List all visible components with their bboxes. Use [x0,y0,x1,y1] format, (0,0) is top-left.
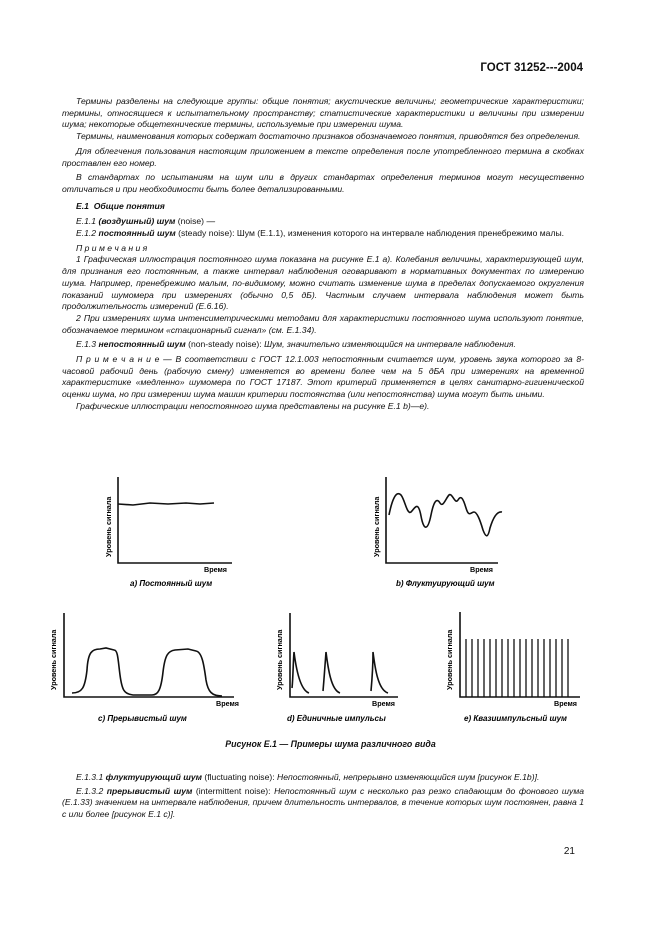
term-e1-1: E.1.1 (воздушный) шум (noise) — [76,216,216,227]
panel-c-ylabel: Уровень сигнала [49,629,58,690]
note-e1-3: П р и м е ч а н и е — В соответствии с ГОСТ 12.1.003 непостоянным считается шум, уровень звука которого за 8-часовой рабочий день (рабочую смену) изменяется во времени более чем на 5 дБА при измерениях на временной характеристике «медленно» шумомера по ГОСТ 17187. Этот критерий применяется в целях санитарно-гигиенической оценки шума, но при измерении шума машин критерии постоянства (или непостоянства) шума могут быть иными. [62,354,584,400]
page-number: 21 [563,846,575,857]
panel-e-caption: e) Квазиимпульсный шум [464,714,567,723]
terms-continued [62,772,584,821]
figure-title: Рисунок E.1 — Примеры шума различного вида [225,739,436,749]
graph-intro: Графические иллюстрации непостоянного шума представлены на рисунке E.1 b)—e). [76,400,430,411]
intro-paragraph: В стандартах по испытаниям на шум или в других стандартах определения терминов могут несущественно отличаться и при необходимости быть более детализированными. [62,172,584,194]
panel-d-xlabel: Время [372,699,395,708]
panel-b-axes [386,477,498,563]
panel-a-axes [118,477,232,563]
panel-d-ylabel: Уровень сигнала [275,629,284,690]
term-e1-3-1: E.1.3.1 флуктуирующий шум (fluctuating noise): Непостоянный, непрерывно изменяющийся шум [рисунок E.1b)]. [76,772,540,782]
panel-a-signal [118,503,214,505]
panel-d-signal [292,652,388,693]
note-2: 2 При измерениях шума интенсиметрическими методами для характеристики постоянного шума используют понятие, обозначаемое термином «стационарный сигнал» (см. E.1.34). [62,312,584,335]
panel-e-xlabel: Время [554,699,577,708]
panel-d-axes [290,613,398,697]
panel-b-xlabel: Время [470,565,493,574]
intro-paragraph: Для облегчения пользования настоящим приложением в тексте определения после употребленного термина в скобках проставлен его номер. [62,145,584,168]
panel-b-signal [389,494,502,536]
term-e1-2: E.1.2 постоянный шум (steady noise): Шум (E.1.1), изменения которого на интервале наблюдения пренебрежимо малы. [76,228,565,239]
section-heading: E.1 Общие понятия [76,200,165,211]
intro-paragraph: Термины, наименования которых содержат достаточно признаков обозначаемого понятия, приводятся без определения. [76,131,581,142]
term-e1-3: E.1.3 непостоянный шум (non-steady noise): Шум, значительно изменяющийся на интервале наблюдения. [76,339,516,350]
panel-b-ylabel: Уровень сигнала [372,496,381,557]
panel-c-signal [72,648,222,696]
panel-a-caption: a) Постоянный шум [130,579,213,588]
panel-c-caption: c) Прерывистый шум [98,714,187,723]
intro-paragraph: Термины разделены на следующие группы: общие понятия; акустические величины; геометрические характеристики; термины, относящиеся к испытательному пространству; статистические характеристики и величины при измерении шума; некоторые общетехнические термины, используемые при измерении шума. [62,96,584,130]
panel-c-xlabel: Время [216,699,239,708]
note-1: 1 Графическая иллюстрация постоянного шума показана на рисунке E.1 a). Колебания величины, характеризующей шум, для признания его постоянным, а также интервал наблюдения оговаривают в нормативных документах по измерению шума. Например, пренебрежимо малым, по-видимому, можно считать изменение шума в пределах допускаемого округления показаний шумомера при измерениях (обычно 0,5 дБ). Частным случаем интервала наблюдения может быть продолжительность измерений (E.6.16). [62,254,584,312]
panel-b-caption: b) Флуктуирующий шум [396,579,495,588]
panel-d-caption: d) Единичные импульсы [287,714,386,723]
panel-a-ylabel: Уровень сигнала [104,496,113,557]
panel-a-xlabel: Время [204,565,227,574]
panel-e-signal [466,639,568,697]
document-header: ГОСТ 31252---2004 [480,62,583,74]
notes-heading: П р и м е ч а н и я [76,242,148,253]
panel-e-ylabel: Уровень сигнала [445,629,454,690]
term-e1-3-2: E.1.3.2 прерывистый шум (intermittent noise): Непостоянный шум с несколько раз резко спадающим до фонового шума (E.1.33) значением на интервале наблюдения, причем длительность интервалов, в течение которых шум постоянен, равна 1 с или более [рисунок E.1 c)]. [62,785,585,820]
